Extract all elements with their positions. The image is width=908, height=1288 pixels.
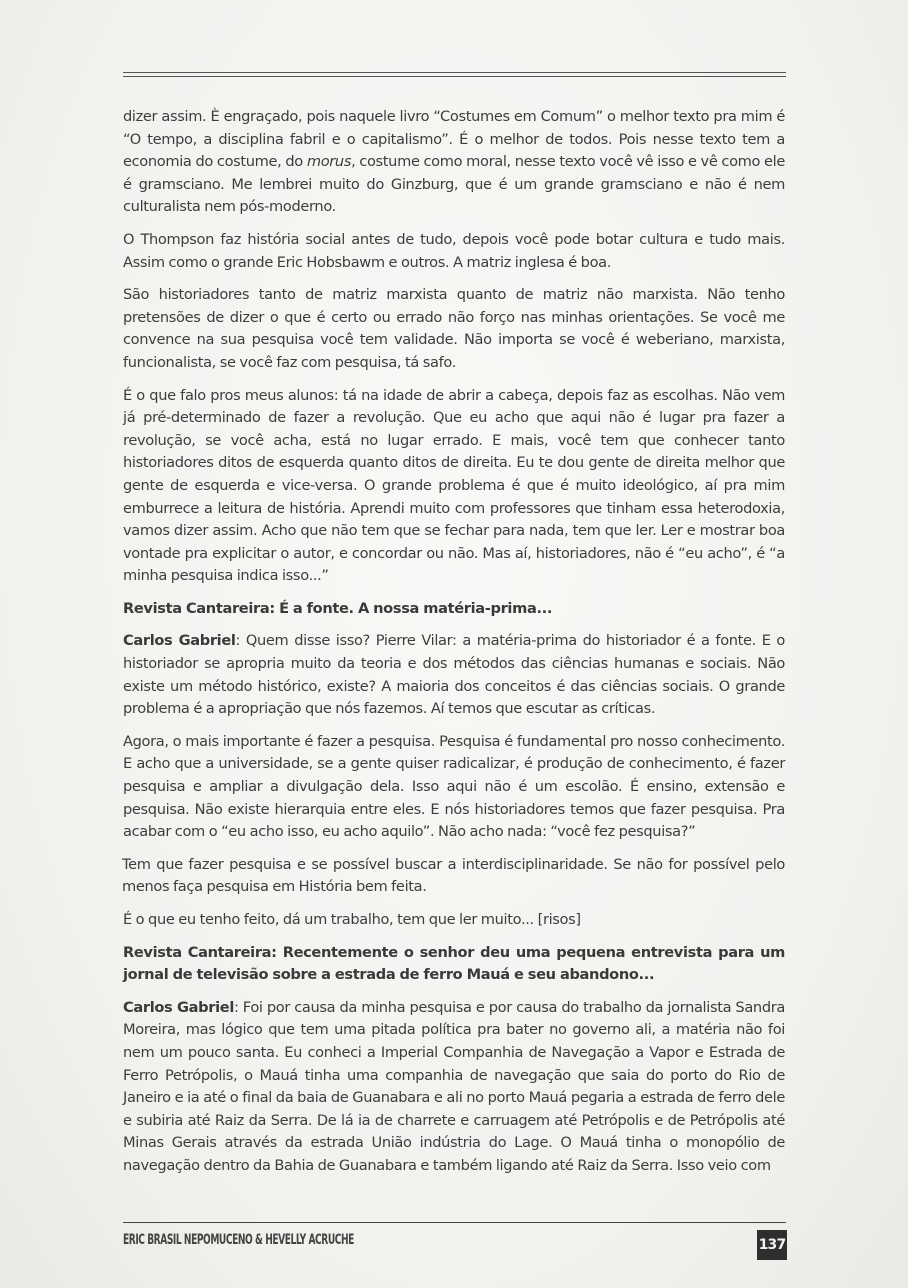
footer-rule	[123, 1222, 786, 1223]
paragraph-7: Tem que fazer pesquisa e se possível buscar a interdisciplinaridade. Se não for possível pelo menos faça pesquisa em História bem feita.	[122, 855, 785, 896]
interview-question-1: Revista Cantareira: É a fonte. A nossa matéria-prima...	[123, 599, 553, 617]
paragraph-9	[123, 997, 785, 1178]
footer-authors: ERIC BRASIL NEPOMUCENO & HEVELLY ACRUCHE	[123, 1232, 354, 1248]
paragraph-5-text: : Quem disse isso? Pierre Vilar: a matéria-prima do historiador é a fonte. E o historiador se apropria muito da teoria e dos métodos das ciências humanas e sociais. Não existe um método histórico, existe? A maioria dos conceitos é das ciências sociais. O grande problema é a apropriação que nós fazemos. Aí temos que escutar as críticas.	[123, 632, 785, 718]
page-number-badge: 137	[757, 1230, 787, 1260]
paragraph-1-italic: morus	[306, 153, 352, 171]
paragraph-8: É o que eu tenho feito, dá um trabalho, tem que ler muito... [risos]	[123, 911, 581, 928]
paragraph-5	[123, 630, 785, 720]
paragraph-4: É o que falo pros meus alunos: tá na idade de abrir a cabeça, depois faz as escolhas. Não vem já pré-determinado de fazer a revolução. Que eu acho que aqui não é lugar pra fazer a revolução, se você acha, está no lugar errado. E mais, você tem que conhecer tanto historiadores ditos de esquerda quanto ditos de direita. Eu te dou gente de direita melhor que gente de esquerda e vice-versa. O grande problema é que é muito ideológico, aí pra mim emburrece a leitura de história. Aprendi muito com professores que tinham essa heterodoxia, vamos dizer assim. Acho que não tem que se fechar para nada, tem que ler. Ler e mostrar boa vontade pra explicitar o autor, e concordar ou não. Mas aí, historiadores, não é “eu acho”, é “a minha pesquisa indica isso...”	[123, 386, 785, 585]
speaker-name: Carlos Gabriel	[123, 632, 236, 650]
paragraph-1	[123, 106, 785, 219]
paragraph-9-text: : Foi por causa da minha pesquisa e por causa do trabalho da jornalista Sandra Moreira, mas lógico que tem uma pitada política pra bater no governo ali, a matéria não foi nem um pouco santa. Eu conheci a Imperial Companhia de Navegação a Vapor e Estrada de Ferro Petrópolis, o Mauá tinha uma companhia de navegação que saia do porto do Rio de Janeiro e ia até o final da baia de Guanabara e ali no porto Mauá pegaria a estrada de ferro dele e subiria até Raiz da Serra. De lá ia de charrete e carruagem até Petrópolis e de Petrópolis até Minas Gerais através da estrada União indústria do Lage. O Mauá tinha o monopólio de navegação dentro da Bahia de Guanabara e também ligando até Raiz da Serra. Isso veio com	[123, 998, 785, 1174]
page-body	[123, 106, 785, 1188]
paragraph-3: São historiadores tanto de matriz marxista quanto de matriz não marxista. Não tenho pretensões de dizer o que é certo ou errado não forço nas minhas orientações. Se você me convence na sua pesquisa você tem validade. Não importa se você é weberiano, marxista, funcionalista, se você faz com pesquisa, tá safo.	[123, 286, 785, 371]
interview-question-2: Revista Cantareira: Recentemente o senhor deu uma pequena entrevista para um jornal de televisão sobre a estrada de ferro Mauá e seu abandono...	[123, 943, 785, 984]
paragraph-1-rest: , costume como moral, nesse texto você vê isso e vê como ele é gramsciano. Me lembrei muito do Ginzburg, que é um grande gramsciano e não é nem culturalista nem pós-moderno.	[123, 153, 785, 216]
paragraph-2: O Thompson faz história social antes de tudo, depois você pode botar cultura e tudo mais. Assim como o grande Eric Hobsbawm e outros. A matriz inglesa é boa.	[123, 230, 785, 271]
paragraph-1-text: dizer assim. È engraçado, pois naquele livro “Costumes em Comum” o melhor texto pra mim é “O tempo, a disciplina fabril e o capitalismo”. É o melhor de todos. Pois nesse texto tem a economia do costume, do	[123, 108, 785, 171]
paragraph-6: Agora, o mais importante é fazer a pesquisa. Pesquisa é fundamental pro nosso conhecimento. E acho que a universidade, se a gente quiser radicalizar, é produção de conhecimento, é fazer pesquisa e ampliar a divulgação dela. Isso aqui não é um escolão. É ensino, extensão e pesquisa. Não existe hierarquia entre eles. E nós historiadores temos que fazer pesquisa. Pra acabar com o “eu acho isso, eu acho aquilo”. Não acho nada: “você fez pesquisa?”	[123, 732, 785, 841]
header-double-rule	[123, 72, 786, 77]
speaker-name: Carlos Gabriel	[123, 998, 234, 1016]
